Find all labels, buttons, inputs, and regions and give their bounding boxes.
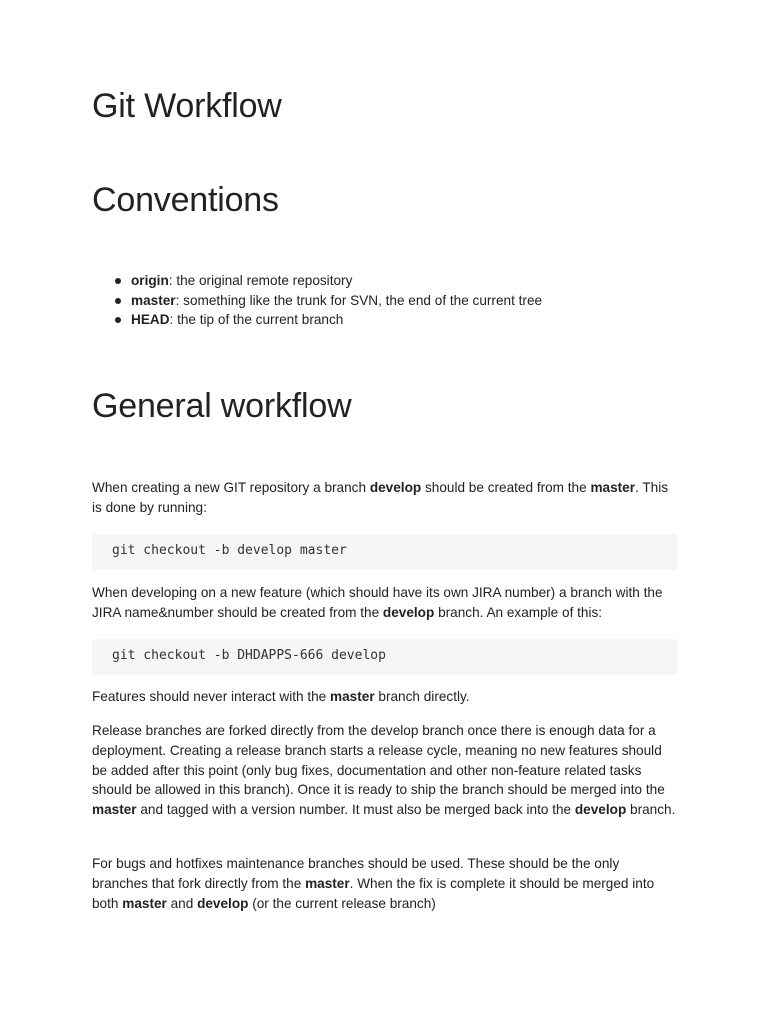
bullet-icon — [115, 317, 121, 323]
bullet-icon — [115, 298, 121, 304]
code-text: git checkout -b DHDAPPS-666 develop — [112, 648, 386, 663]
term: master — [131, 292, 176, 308]
paragraph-hotfixes: For bugs and hotfixes maintenance branches should be used. These should be the only branches that fork directly from the master. When the fix is complete it should be merged into both master and develop (or the current release branch) — [92, 856, 655, 911]
paragraph-create-repo: When creating a new GIT repository a branch develop should be created from the master. This is done by running: — [92, 480, 669, 515]
list-item — [131, 310, 542, 330]
code-block — [92, 534, 677, 570]
term-description: : something like the trunk for SVN, the end of the current tree — [175, 292, 543, 308]
list-item — [131, 271, 542, 291]
term: HEAD — [131, 312, 170, 328]
page-title: Git Workflow — [92, 87, 282, 125]
term-description: : the tip of the current branch — [169, 312, 344, 328]
term-description: : the original remote repository — [168, 273, 353, 288]
paragraph-features-rule: Features should never interact with the master branch directly. — [92, 689, 470, 704]
paragraph-feature-branch: When developing on a new feature (which should have its own JIRA number) a branch with the JIRA name&number should be created from the develop branch. An example of this: — [92, 585, 663, 620]
list-item — [131, 291, 542, 311]
term: origin — [131, 273, 169, 288]
bullet-icon — [115, 278, 121, 284]
code-text: git checkout -b develop master — [112, 543, 347, 558]
paragraph-release-branches: Release branches are forked directly from the develop branch once there is enough data for a deployment. Creating a release branch starts a release cycle, meaning no new features should be added after this point (only bug fixes, documentation and other non-feature related tasks should be allowed in this branch). Once it is ready to ship the branch should be merged into the master and tagged with a version number. It must also be merged back into the develop branch. — [92, 723, 676, 818]
conventions-heading: Conventions — [92, 181, 279, 219]
general-workflow-heading: General workflow — [92, 387, 352, 425]
code-block — [92, 639, 677, 675]
conventions-list — [92, 271, 542, 330]
